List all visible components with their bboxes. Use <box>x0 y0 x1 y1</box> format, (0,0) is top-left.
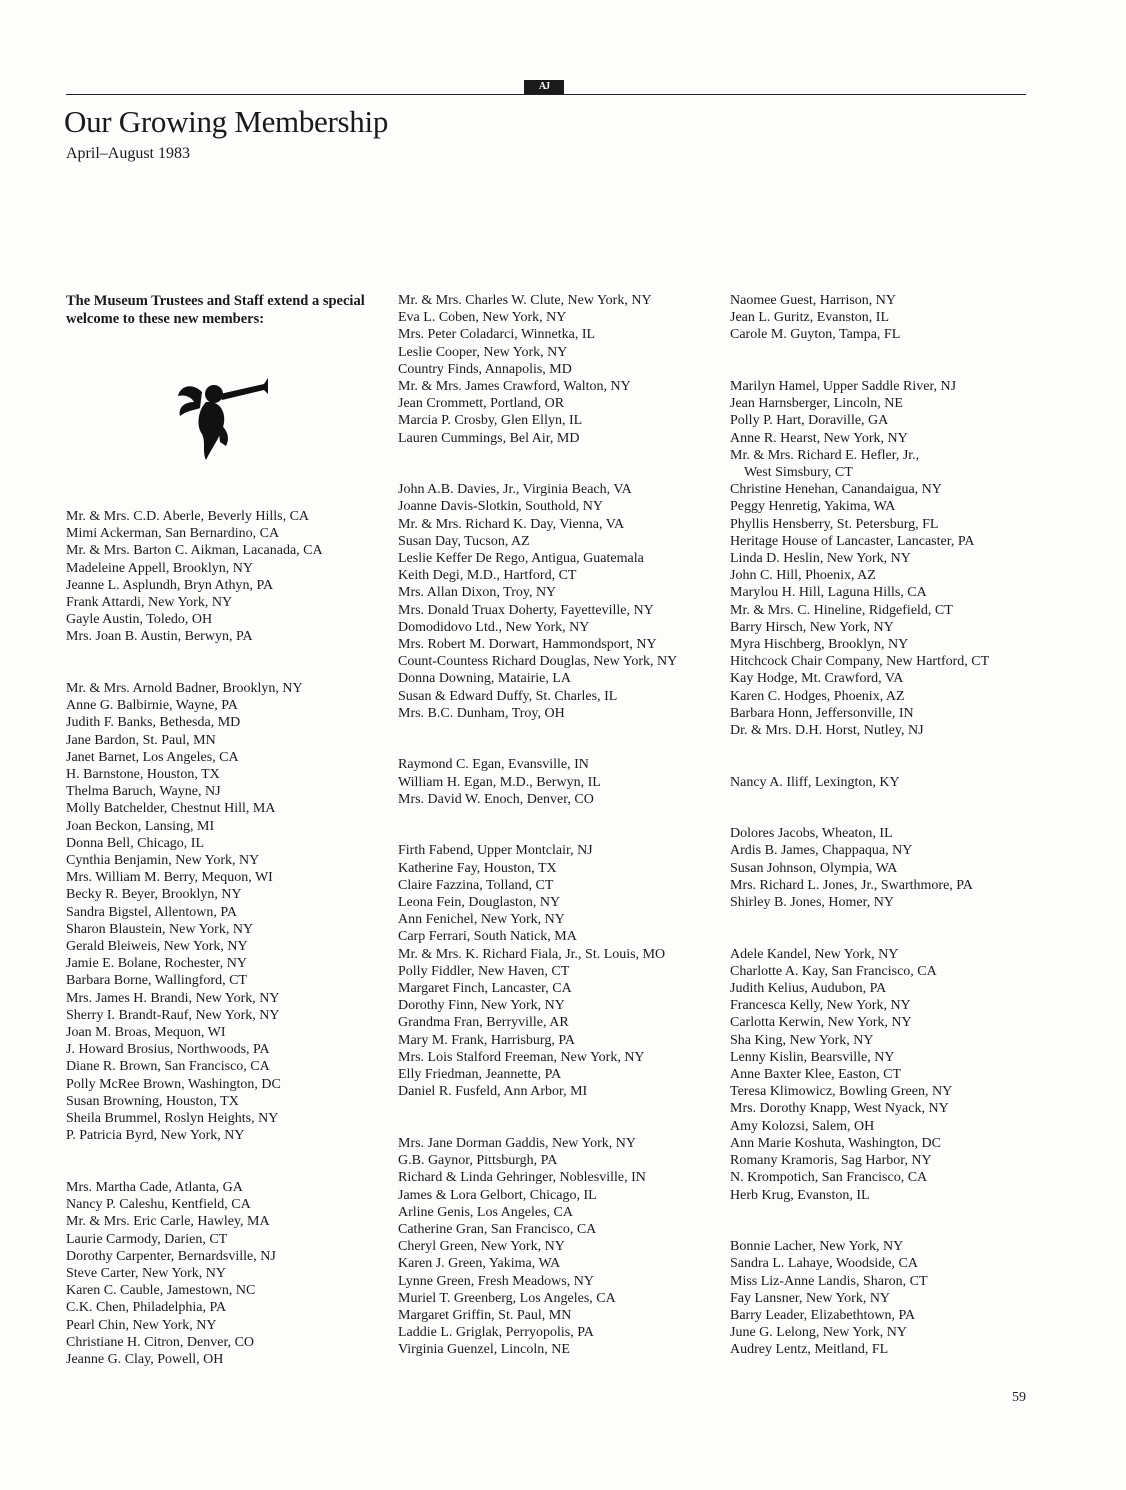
member-entry: Carlotta Kerwin, New York, NY <box>730 1015 912 1031</box>
member-group <box>730 825 1060 911</box>
member-entry: Mrs. B.C. Dunham, Troy, OH <box>398 705 565 721</box>
member-entry: Teresa Klimowicz, Bowling Green, NY <box>730 1084 953 1100</box>
member-entry: Romany Kramoris, Sag Harbor, NY <box>730 1153 932 1169</box>
member-entry: Susan Johnson, Olympia, WA <box>730 860 898 876</box>
member-entry: Keith Degi, M.D., Hartford, CT <box>398 568 577 584</box>
member-entry: Sandra L. Lahaye, Woodside, CA <box>730 1256 918 1272</box>
member-entry: Karen C. Cauble, Jamestown, NC <box>66 1283 256 1299</box>
member-entry: Miss Liz-Anne Landis, Sharon, CT <box>730 1273 928 1289</box>
member-entry: Christine Henehan, Canandaigua, NY <box>730 482 942 498</box>
member-entry: Mrs. David W. Enoch, Denver, CO <box>398 791 594 807</box>
member-entry: Jeanne L. Asplundh, Bryn Athyn, PA <box>66 577 274 593</box>
member-entry: Peggy Henretig, Yakima, WA <box>730 499 896 515</box>
member-entry: Mrs. Peter Coladarci, Winnetka, IL <box>398 327 596 343</box>
member-entry: Madeleine Appell, Brooklyn, NY <box>66 560 254 576</box>
member-entry: Joan Beckon, Lansing, MI <box>66 818 215 834</box>
member-entry: N. Krompotich, San Francisco, CA <box>730 1170 928 1186</box>
member-entry: Polly Fiddler, New Haven, CT <box>398 963 570 979</box>
member-entry: James & Lora Gelbort, Chicago, IL <box>398 1187 597 1203</box>
column-1 <box>66 292 396 1368</box>
member-entry: Ardis B. James, Chappaqua, NY <box>730 843 913 859</box>
member-entry: Mr. & Mrs. Charles W. Clute, New York, NY <box>398 293 652 308</box>
member-entry: Susan Browning, Houston, TX <box>66 1093 239 1109</box>
member-entry: Gerald Bleiweis, New York, NY <box>66 939 248 955</box>
member-entry: Country Finds, Annapolis, MD <box>398 361 572 377</box>
member-entry: Christiane H. Citron, Denver, CO <box>66 1334 255 1350</box>
member-entry: Anne Baxter Klee, Easton, CT <box>730 1067 902 1083</box>
member-entry: Ann Marie Koshuta, Washington, DC <box>730 1135 941 1151</box>
member-entry: Mr. & Mrs. James Crawford, Walton, NY <box>398 379 631 395</box>
member-group <box>66 1179 396 1368</box>
member-group <box>730 1238 1060 1358</box>
member-entry: Barbara Honn, Jeffersonville, IN <box>730 705 914 721</box>
member-entry: Firth Fabend, Upper Montclair, NJ <box>398 843 593 859</box>
member-entry: Jeanne G. Clay, Powell, OH <box>66 1351 224 1367</box>
member-entry: Mrs. James H. Brandi, New York, NY <box>66 990 280 1006</box>
member-entry: Margaret Griffin, St. Paul, MN <box>398 1307 572 1323</box>
column-3 <box>730 292 1060 1359</box>
member-entry: Sandra Bigstel, Allentown, PA <box>66 904 237 920</box>
member-entry: Francesca Kelly, New York, NY <box>730 998 911 1014</box>
column-2 <box>398 292 728 1359</box>
member-entry: Elly Friedman, Jeannette, PA <box>398 1067 562 1083</box>
member-entry: Jean Crommett, Portland, OR <box>398 396 565 412</box>
member-group <box>66 680 396 1144</box>
member-group <box>398 756 728 808</box>
member-entry: Sheila Brummel, Roslyn Heights, NY <box>66 1111 279 1127</box>
member-group <box>730 378 1060 739</box>
member-entry: Dorothy Finn, New York, NY <box>398 998 565 1014</box>
member-entry: Linda D. Heslin, New York, NY <box>730 551 911 567</box>
member-entry: Joanne Davis-Slotkin, Southold, NY <box>398 499 603 515</box>
member-entry: Catherine Gran, San Francisco, CA <box>398 1221 597 1237</box>
member-entry: Margaret Finch, Lancaster, CA <box>398 981 572 997</box>
member-entry: Phyllis Hensberry, St. Petersburg, FL <box>730 516 939 532</box>
member-entry: Dorothy Carpenter, Bernardsville, NJ <box>66 1248 276 1264</box>
member-entry: John C. Hill, Phoenix, AZ <box>730 568 876 584</box>
member-entry: Cynthia Benjamin, New York, NY <box>66 853 260 869</box>
member-entry: Mrs. Allan Dixon, Troy, NY <box>398 585 557 601</box>
member-entry: Shirley B. Jones, Homer, NY <box>730 895 894 911</box>
member-entry: Diane R. Brown, San Francisco, CA <box>66 1059 270 1075</box>
member-entry: Jean L. Guritz, Evanston, IL <box>730 310 890 326</box>
member-list-column-2 <box>398 292 728 1359</box>
member-entry: Katherine Fay, Houston, TX <box>398 860 557 876</box>
member-entry: Laddie L. Griglak, Perryopolis, PA <box>398 1325 594 1341</box>
member-entry: C.K. Chen, Philadelphia, PA <box>66 1300 227 1316</box>
member-group <box>398 842 728 1100</box>
member-entry: Mrs. Dorothy Knapp, West Nyack, NY <box>730 1101 949 1117</box>
member-entry: Nancy P. Caleshu, Kentfield, CA <box>66 1197 251 1213</box>
member-list-column-3 <box>730 292 1060 1359</box>
member-entry: Judith Kelius, Audubon, PA <box>730 981 887 997</box>
member-entry: Carp Ferrari, South Natick, MA <box>398 929 577 945</box>
member-entry: June G. Lelong, New York, NY <box>730 1325 907 1341</box>
member-entry: Claire Fazzina, Tolland, CT <box>398 877 554 893</box>
member-entry: Domodidovo Ltd., New York, NY <box>398 619 590 635</box>
member-entry: Raymond C. Egan, Evansville, IN <box>398 757 589 773</box>
member-entry: Sharon Blaustein, New York, NY <box>66 921 254 937</box>
member-group <box>66 508 396 646</box>
member-entry: Susan & Edward Duffy, St. Charles, IL <box>398 688 618 704</box>
member-entry: Becky R. Beyer, Brooklyn, NY <box>66 887 242 903</box>
member-entry: Naomee Guest, Harrison, NY <box>730 293 897 308</box>
member-entry: Herb Krug, Evanston, IL <box>730 1187 870 1203</box>
member-entry: Amy Kolozsi, Salem, OH <box>730 1118 875 1134</box>
member-entry: Barbara Borne, Wallingford, CT <box>66 973 247 989</box>
member-entry: Arline Genis, Los Angeles, CA <box>398 1204 573 1220</box>
member-entry: Mrs. Robert M. Dorwart, Hammondsport, NY <box>398 637 657 653</box>
member-entry: Pearl Chin, New York, NY <box>66 1317 217 1333</box>
member-entry: J. Howard Brosius, Northwoods, PA <box>66 1042 270 1058</box>
member-entry: West Simsbury, CT <box>744 465 853 481</box>
member-group <box>398 481 728 722</box>
member-entry: Cheryl Green, New York, NY <box>398 1239 565 1255</box>
member-entry: Mrs. Lois Stalford Freeman, New York, NY <box>398 1049 645 1065</box>
member-entry: Charlotte A. Kay, San Francisco, CA <box>730 963 937 979</box>
member-entry: Anne G. Balbirnie, Wayne, PA <box>66 698 238 714</box>
member-entry: Mrs. Jane Dorman Gaddis, New York, NY <box>398 1135 636 1151</box>
member-group <box>730 946 1060 1204</box>
member-entry: Lauren Cummings, Bel Air, MD <box>398 430 580 446</box>
welcome-intro: The Museum Trustees and Staff extend a special welcome to these new members: <box>66 293 365 327</box>
member-entry: Marcia P. Crosby, Glen Ellyn, IL <box>398 413 583 429</box>
member-entry: Mrs. Martha Cade, Atlanta, GA <box>66 1179 243 1195</box>
member-entry: Lenny Kislin, Bearsville, NY <box>730 1049 895 1065</box>
member-entry: Muriel T. Greenberg, Los Angeles, CA <box>398 1290 616 1306</box>
member-entry: Thelma Baruch, Wayne, NJ <box>66 784 221 800</box>
member-entry: Mrs. Joan B. Austin, Berwyn, PA <box>66 629 253 645</box>
member-entry: Donna Bell, Chicago, IL <box>66 835 205 851</box>
member-entry: Daniel R. Fusfeld, Ann Arbor, MI <box>398 1084 588 1100</box>
member-entry: Virginia Guenzel, Lincoln, NE <box>398 1342 570 1358</box>
member-entry: Kay Hodge, Mt. Crawford, VA <box>730 671 904 687</box>
member-entry: Judith F. Banks, Bethesda, MD <box>66 715 241 731</box>
member-entry: Grandma Fran, Berryville, AR <box>398 1015 569 1031</box>
member-list-column-1 <box>66 508 396 1368</box>
member-group <box>398 292 728 447</box>
member-entry: Donna Downing, Matairie, LA <box>398 671 572 687</box>
member-entry: Frank Attardi, New York, NY <box>66 595 233 611</box>
member-entry: Mr. & Mrs. Arnold Badner, Brooklyn, NY <box>66 681 303 697</box>
member-group <box>730 292 1060 344</box>
member-entry: Eva L. Coben, New York, NY <box>398 310 567 326</box>
member-entry: Karen J. Green, Yakima, WA <box>398 1256 561 1272</box>
member-entry: Barry Leader, Elizabethtown, PA <box>730 1307 916 1323</box>
member-entry: Mr. & Mrs. Eric Carle, Hawley, MA <box>66 1214 270 1230</box>
member-entry: Mrs. Donald Truax Doherty, Fayetteville, NY <box>398 602 654 618</box>
member-entry: Carole M. Guyton, Tampa, FL <box>730 327 901 343</box>
member-entry: Jane Bardon, St. Paul, MN <box>66 732 216 748</box>
member-entry: Bonnie Lacher, New York, NY <box>730 1239 904 1255</box>
member-entry: Mr. & Mrs. C.D. Aberle, Beverly Hills, CA <box>66 509 310 524</box>
member-entry: Lynne Green, Fresh Meadows, NY <box>398 1273 594 1289</box>
member-entry: Dr. & Mrs. D.H. Horst, Nutley, NJ <box>730 723 924 739</box>
member-entry: Mr. & Mrs. C. Hineline, Ridgefield, CT <box>730 602 953 618</box>
member-entry: Laurie Carmody, Darien, CT <box>66 1231 228 1247</box>
member-entry: Molly Batchelder, Chestnut Hill, MA <box>66 801 276 817</box>
member-entry: Mr. & Mrs. Richard E. Hefler, Jr., <box>730 447 920 463</box>
member-entry: Polly McRee Brown, Washington, DC <box>66 1076 281 1092</box>
member-entry: Richard & Linda Gehringer, Noblesville, IN <box>398 1170 646 1186</box>
member-entry: Joan M. Broas, Mequon, WI <box>66 1025 226 1041</box>
member-entry: Marilyn Hamel, Upper Saddle River, NJ <box>730 379 957 394</box>
member-entry: Karen C. Hodges, Phoenix, AZ <box>730 688 905 704</box>
magazine-logo: AJ <box>524 80 564 94</box>
page-number: 59 <box>1012 1390 1026 1405</box>
member-entry: Fay Lansner, New York, NY <box>730 1290 891 1306</box>
member-entry: John A.B. Davies, Jr., Virginia Beach, VA <box>398 482 632 498</box>
member-entry: Mrs. Richard L. Jones, Jr., Swarthmore, PA <box>730 877 973 893</box>
member-entry: Count-Countess Richard Douglas, New York, NY <box>398 654 678 670</box>
member-group <box>398 1135 728 1359</box>
member-entry: Sha King, New York, NY <box>730 1032 874 1048</box>
member-entry: Leslie Cooper, New York, NY <box>398 344 568 360</box>
member-entry: Janet Barnet, Los Angeles, CA <box>66 749 239 765</box>
member-entry: Mrs. William M. Berry, Mequon, WI <box>66 870 273 886</box>
member-entry: G.B. Gaynor, Pittsburgh, PA <box>398 1153 558 1169</box>
member-entry: Jamie E. Bolane, Rochester, NY <box>66 956 248 972</box>
member-entry: Mimi Ackerman, San Bernardino, CA <box>66 526 280 542</box>
member-entry: Ann Fenichel, New York, NY <box>398 912 565 928</box>
member-entry: Barry Hirsch, New York, NY <box>730 619 894 635</box>
member-entry: Mr. & Mrs. Barton C. Aikman, Lacanada, CA <box>66 543 323 559</box>
member-entry: H. Barnstone, Houston, TX <box>66 767 220 783</box>
member-entry: Susan Day, Tucson, AZ <box>398 533 530 549</box>
member-entry: Mr. & Mrs. Richard K. Day, Vienna, VA <box>398 516 625 532</box>
member-entry: Jean Harnsberger, Lincoln, NE <box>730 396 903 412</box>
page-subtitle: April–August 1983 <box>66 145 190 162</box>
member-entry: William H. Egan, M.D., Berwyn, IL <box>398 774 601 790</box>
page-title: Our Growing Membership <box>64 104 389 139</box>
member-entry: Audrey Lentz, Meitland, FL <box>730 1342 889 1358</box>
member-entry: Heritage House of Lancaster, Lancaster, PA <box>730 533 975 549</box>
member-entry: Steve Carter, New York, NY <box>66 1265 227 1281</box>
member-entry: Gayle Austin, Toledo, OH <box>66 612 213 628</box>
member-entry: Leona Fein, Douglaston, NY <box>398 895 561 911</box>
member-entry: Adele Kandel, New York, NY <box>730 946 899 962</box>
member-entry: P. Patricia Byrd, New York, NY <box>66 1128 245 1144</box>
member-entry: Polly P. Hart, Doraville, GA <box>730 413 889 429</box>
member-entry: Hitchcock Chair Company, New Hartford, CT <box>730 654 990 670</box>
member-entry: Mr. & Mrs. K. Richard Fiala, Jr., St. Louis, MO <box>398 946 666 962</box>
member-entry: Marylou H. Hill, Laguna Hills, CA <box>730 585 927 601</box>
member-entry: Sherry I. Brandt-Rauf, New York, NY <box>66 1007 280 1023</box>
member-entry: Leslie Keffer De Rego, Antigua, Guatemala <box>398 551 644 567</box>
member-entry: Dolores Jacobs, Wheaton, IL <box>730 826 893 842</box>
member-entry: Nancy A. Iliff, Lexington, KY <box>730 774 900 790</box>
member-entry: Myra Hischberg, Brooklyn, NY <box>730 637 909 653</box>
member-group <box>730 774 1060 791</box>
member-entry: Anne R. Hearst, New York, NY <box>730 430 908 446</box>
trumpeting-cherub-icon <box>172 372 272 464</box>
header-rule <box>66 94 1026 95</box>
member-entry: Mary M. Frank, Harrisburg, PA <box>398 1032 575 1048</box>
